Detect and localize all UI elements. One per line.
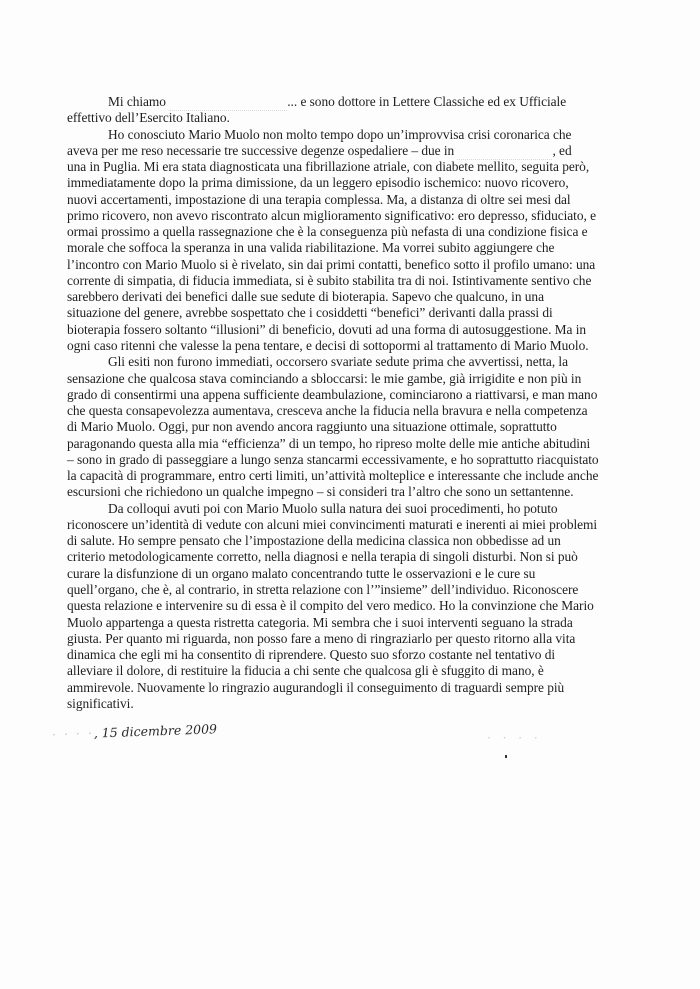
line-text: questa relazione e intervenire su di essa è il compito del vero medico. Ho la convinzione che Mario	[67, 598, 594, 614]
line-text: di Mario Muolo. Oggi, pur non avendo ancora raggiunto una situazione ottimale, soprattutto	[67, 419, 557, 435]
line-text: , ed	[552, 142, 572, 158]
text-line	[67, 615, 667, 631]
line-text: criterio metodologicamente corretto, nella diagnosi e nella terapia di singoli disturbi. Non si può	[67, 549, 578, 565]
line-text: Ho conosciuto Mario Muolo non molto tempo dopo un’improvvisa crisi coronarica che	[108, 126, 572, 142]
line-text: Mi chiamo	[108, 94, 170, 109]
text-line	[67, 322, 667, 338]
text-line	[67, 110, 667, 126]
text-line	[67, 436, 667, 452]
text-line	[67, 517, 667, 533]
line-text: Muolo appartenga a questa ristretta categoria. Mi sembra che i suoi interventi seguano la strada	[67, 614, 573, 630]
text-line	[67, 159, 667, 175]
text-line	[67, 127, 667, 143]
handwritten-date: , 15 dicembre 2009	[93, 721, 218, 741]
text-line	[67, 224, 667, 240]
line-text: aveva per me reso necessarie tre successive degenze ospedaliere – due in	[67, 142, 458, 158]
line-text: grado di consentirmi una appena sufficiente deambulazione, cominciarono a riattivarsi, e man mano	[67, 386, 598, 402]
line-text: effettivo dell’Esercito Italiano.	[67, 110, 230, 126]
line-text: immediatamente dopo la prima dimissione, da un leggero episodio ischemico: nuovo ricovero,	[67, 175, 569, 191]
line-text: primo ricovero, non avevo riscontrato alcun miglioramento significativo: ero depresso, sfiduciato, e	[67, 207, 596, 223]
letter-body	[67, 94, 667, 712]
closing-row	[51, 721, 652, 757]
text-line	[67, 484, 667, 500]
line-text: – sono in grado di passeggiare a lungo senza stancarmi eccessivamente, e ho soprattutto riacquistato	[67, 451, 599, 467]
text-line	[67, 143, 667, 159]
text-line	[67, 371, 667, 387]
line-text: nuovi accertamenti, impostazione di una terapia complessa. Ma, a distanza di oltre sei mesi dal	[67, 191, 571, 207]
text-line	[67, 533, 667, 549]
redacted-text	[169, 94, 287, 111]
text-line	[67, 419, 667, 435]
text-line	[67, 501, 667, 517]
text-line	[67, 680, 667, 696]
text-line	[67, 338, 667, 354]
line-text: situazione del genere, avrebbe sospettato che i cosiddetti “benefici” derivanti dalla prassi di	[67, 305, 553, 321]
text-line	[67, 273, 667, 289]
text-line	[67, 566, 667, 582]
text-line	[67, 208, 667, 224]
line-text: Da colloqui avuti poi con Mario Muolo sulla natura dei suoi procedimenti, ho potuto	[108, 500, 558, 516]
text-line	[67, 354, 667, 370]
text-line	[67, 387, 667, 403]
line-text: ... e sono dottore in Lettere Classiche ed ex Ufficiale	[287, 94, 567, 109]
line-text: sarebbero derivati dei benefici dalle sue sedute di bioterapia. Sapevo che qualcuno, in una	[67, 289, 544, 305]
text-line	[67, 647, 667, 663]
line-text: di salute. Ho sempre pensato che l’impostazione della medicina classica non obbedisse ad un	[67, 533, 561, 549]
line-text: ogni caso ritenni che valesse la pena tentare, e decisi di sottopormi al trattamento di Mario Muolo.	[67, 337, 589, 353]
text-line	[67, 582, 667, 598]
line-text: alleviare il dolore, di restituire la fiducia a chi sente che qualcosa gli è sfuggito di mano, è	[67, 663, 544, 679]
text-line	[67, 631, 667, 647]
line-text: riconoscere un’identità di vedute con alcuni miei convincimenti maturati e inerenti ai miei problemi	[67, 516, 598, 532]
signature-mark	[505, 755, 507, 758]
text-line	[67, 175, 667, 191]
line-text: ormai prossimo a quella rassegnazione che è la conseguenza più nefasta di una condizione fisica e	[67, 224, 588, 240]
text-line	[67, 452, 667, 468]
text-line	[67, 240, 667, 256]
line-text: curare la disfunzione di un organo malato concentrando tutte le osservazioni e le cure su	[67, 565, 536, 581]
line-text: che questa consapevolezza aumentava, cresceva anche la fiducia nella bravura e nella competenza	[67, 403, 588, 419]
text-line	[67, 549, 667, 565]
text-line	[67, 305, 667, 321]
text-line	[67, 696, 667, 712]
text-line	[67, 192, 667, 208]
redacted-text	[457, 143, 552, 160]
line-text: bioterapia fossero soltanto “illusioni” di beneficio, dovuti ad una forma di autosuggestione. Ma in	[67, 321, 587, 337]
line-text: ammirevole. Nuovamente lo ringrazio augurandogli il conseguimento di traguardi sempre più	[67, 679, 565, 695]
line-text: escursioni che richiedono un qualche impegno – si consideri tra l’altro che sono un settantenne.	[67, 484, 574, 500]
line-text: l’incontro con Mario Muolo si è rivelato, sin dai primi contatti, benefico sotto il profilo umano: una	[67, 256, 596, 272]
line-text: dinamica che egli mi ha consentito di riprendere. Questo suo sforzo costante nel tentativo di	[67, 647, 556, 663]
line-text: quell’organo, che è, al contrario, in stretta relazione con l’”insieme” dell’individuo. Riconoscere	[67, 581, 579, 597]
line-text: Gli esiti non furono immediati, occorsero svariate sedute prima che avvertissi, netta, la	[108, 354, 568, 370]
line-text: sensazione che qualcosa stava cominciando a sbloccarsi: le mie gambe, già irrigidite e non più in	[67, 370, 582, 386]
line-text: paragonando questa alla mia “efficienza” di un tempo, ho ripreso molte delle mie antiche abitudini	[67, 435, 591, 451]
text-line	[67, 257, 667, 273]
place-and-date	[52, 721, 218, 742]
text-line	[67, 403, 667, 419]
line-text: giusta. Per quanto mi riguarda, non posso fare a meno di ringraziarlo per questo ritorno alla vita	[67, 630, 576, 646]
text-line	[67, 663, 667, 679]
line-text: corrente di simpatia, di fiducia immediata, si è subito stabilita tra di noi. Istintivamente sentivo che	[67, 272, 592, 288]
line-text: la capacità di programmare, entro certi limiti, un’attività molteplice e interessante che include anche	[67, 468, 599, 484]
text-line	[67, 468, 667, 484]
text-line	[67, 94, 667, 110]
redacted-place: · · · ·	[51, 725, 95, 742]
text-line	[67, 289, 667, 305]
line-text: una in Puglia. Mi era stata diagnosticata una fibrillazione atriale, con diabete mellito, seguita però,	[67, 159, 590, 175]
line-text: morale che soffoca la speranza in una valida riabilitazione. Ma vorrei subito aggiungere che	[67, 240, 555, 256]
redacted-signature: · · · ·	[487, 731, 542, 745]
text-line	[67, 598, 667, 614]
line-text: significativi.	[67, 695, 134, 711]
